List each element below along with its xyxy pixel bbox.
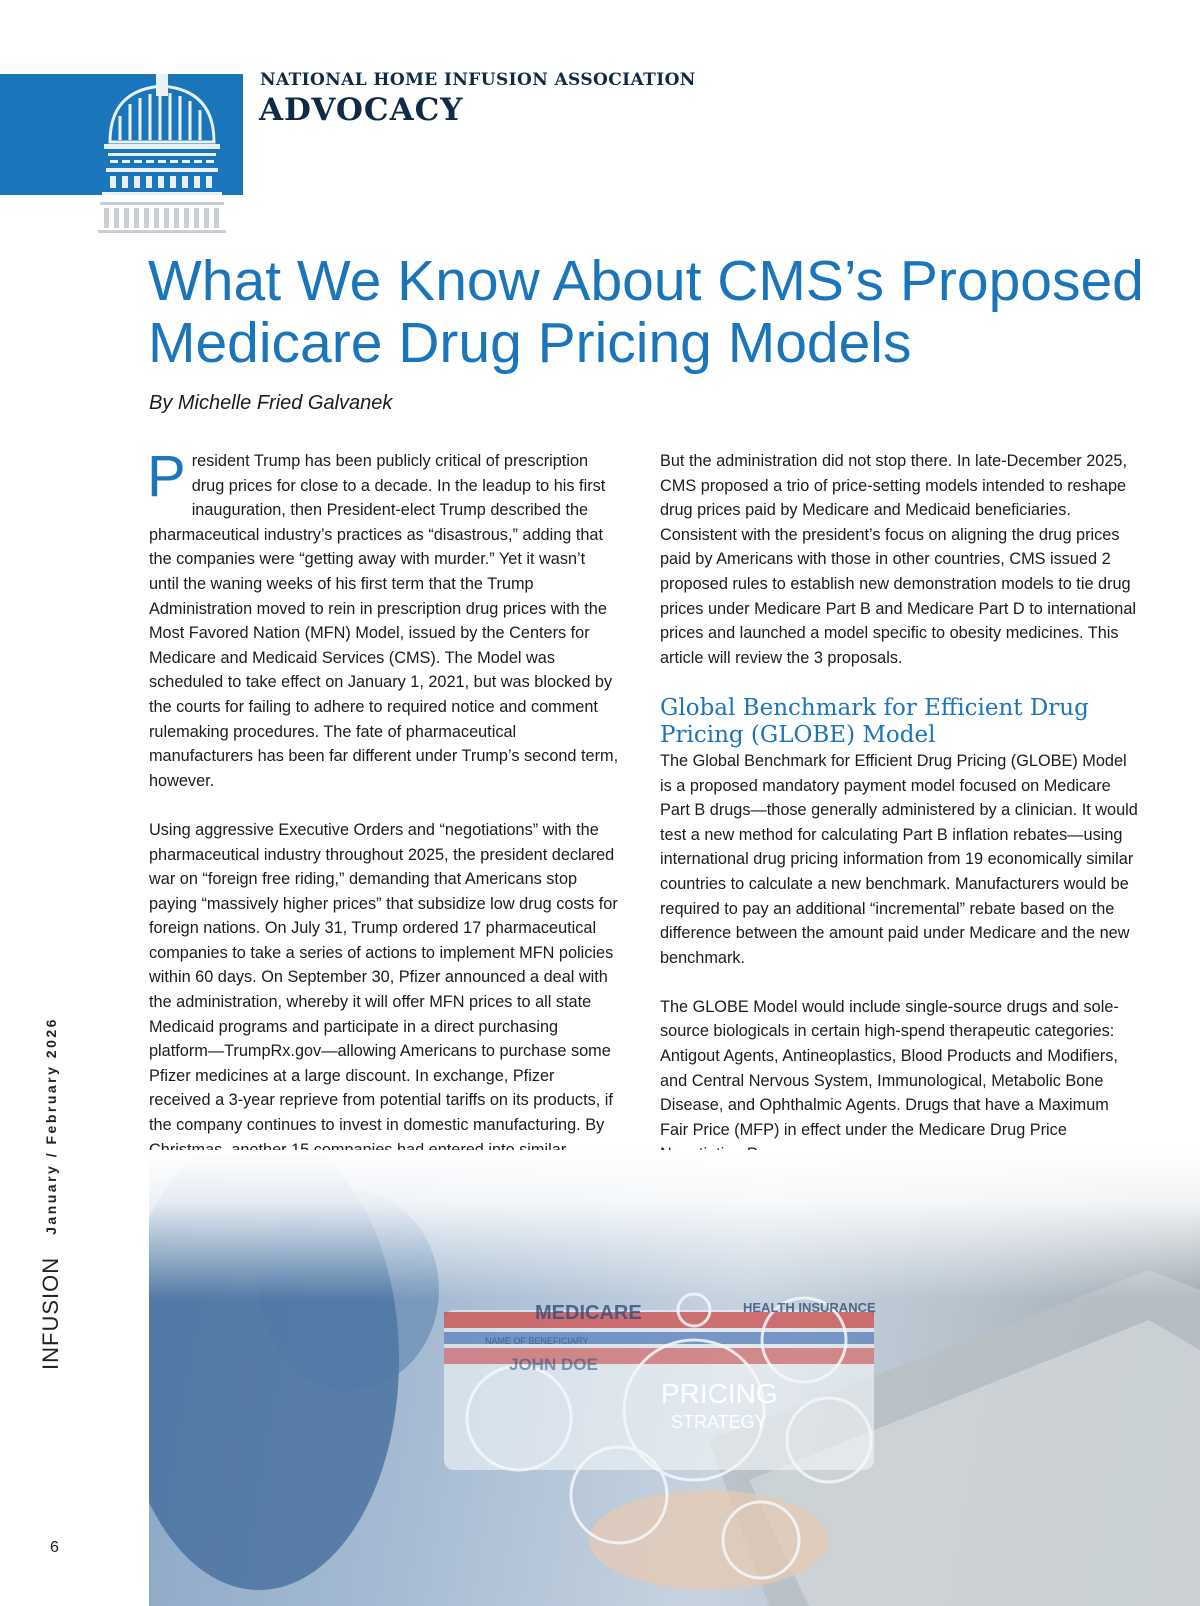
article-title: What We Know About CMS’s Proposed Medicare Drug Pricing Models [148,249,1144,375]
byline: By Michelle Fried Galvanek [149,392,393,414]
paragraph: The Global Benchmark for Efficient Drug Pricing (GLOBE) Model is a proposed mandatory payment model focused on Medicare Part B drugs—those generally administered by a clinician. It would test a new method for calculating Part B inflation rebates—using international drug pricing information from 19 economically similar countries to calculate a new benchmark. Manufacturers would be required to pay an additional “incremental” rebate based on the difference between the amount paid under Medicare and the new benchmark. [660,751,1138,967]
medicare-card-subtitle: HEALTH INSURANCE [743,1300,876,1315]
medicare-card-field: NAME OF BENEFICIARY [485,1336,589,1346]
page-number: 6 [50,1539,59,1556]
paragraph: Using aggressive Executive Orders and “negotiations” with the pharmaceutical industry throughout 2025, the president declared war on “foreign free riding,” demanding that Americans stop paying “massively higher prices” that subsidize low drug costs for foreign nations. On July 31, Trump ordered 17 pharmaceutical companies to take a series of actions to implement MFN policies within 60 days. On September 30, Pfizer announced a deal with the administration, whereby it will offer MFN prices to all state Medicaid programs and participate in a direct purchasing platform—TrumpRx.gov—allowing Americans to purchase some Pfizer medicines at a large discount. In exchange, Pfizer received a 3-year reprieve from potential tariffs on its products, if the company continues to invest in domestic manufacturing. By [149,820,618,1135]
strategy-overlay-text: STRATEGY [671,1412,767,1432]
medicare-card-name: JOHN DOE [509,1355,598,1374]
medicare-card-title: MEDICARE [535,1302,642,1324]
magazine-name: INFUSION [38,1256,63,1370]
organization-name: NATIONAL HOME INFUSION ASSOCIATION [260,70,696,90]
paragraph: The GLOBE Model would include single-source drugs and sole-source biologicals in certain high-spend therapeutic categories: Antigout Agents, Antineoplastics, Blood Products and Modifiers, and Central Nervous System, Immunological, Metabolic Bone Disease, and Ophthalmic Agents. Drugs that have a Maximum Fair Price (MFP) in effect under the Medicare Drug Price [660,997,1119,1139]
paragraph: President Trump has been publicly critical of prescription drug prices for close to a decade. In the leadup to his first inauguration, then President-elect Trump described the pharmaceutical industry’s practices as “disastrous,” adding that the companies were “getting away with murder.” Yet it wasn’t until the waning weeks of his first term that the Trump Administration moved to rein in prescription drug prices with the Most Favored Nation (MFN) Model, issued by the Centers for Medicare and Medicaid Services (CMS). The Model was scheduled to take effect on January 1, 2021, but was blocked by the courts for failing to adhere to required notice and comment rulemaking procedures. The fate of pharmaceutical manufacturers has been far different under Trump’s second term, however. [147,444,619,790]
right-column [660,449,1138,1192]
issue-date: January / February 2026 [43,1017,59,1235]
article-photo [149,1150,1200,1606]
pricing-overlay-text: PRICING [661,1378,778,1409]
drop-cap: P [147,444,186,509]
left-column [147,444,619,1211]
subheading: Global Benchmark for Efficient Drug Pricing (GLOBE) Model [660,694,1089,748]
section-title: ADVOCACY [259,92,464,128]
paragraph: But the administration did not stop there. In late-December 2025, CMS proposed a trio of price-setting models intended to reshape drug prices paid by Medicare and Medicaid beneficiaries. Consistent with the president’s focus on aligning the drug prices paid by Americans with those in other countries, CMS issued 2 proposed rules to establish new demonstration models to tie drug prices under Medicare Part B and Medicare Part D to international prices and launched a model specific to obesity medicines. This article will review the 3 proposals. [660,452,1137,667]
capitol-dome-icon [96,46,228,234]
issue-sidebar [38,1017,64,1370]
